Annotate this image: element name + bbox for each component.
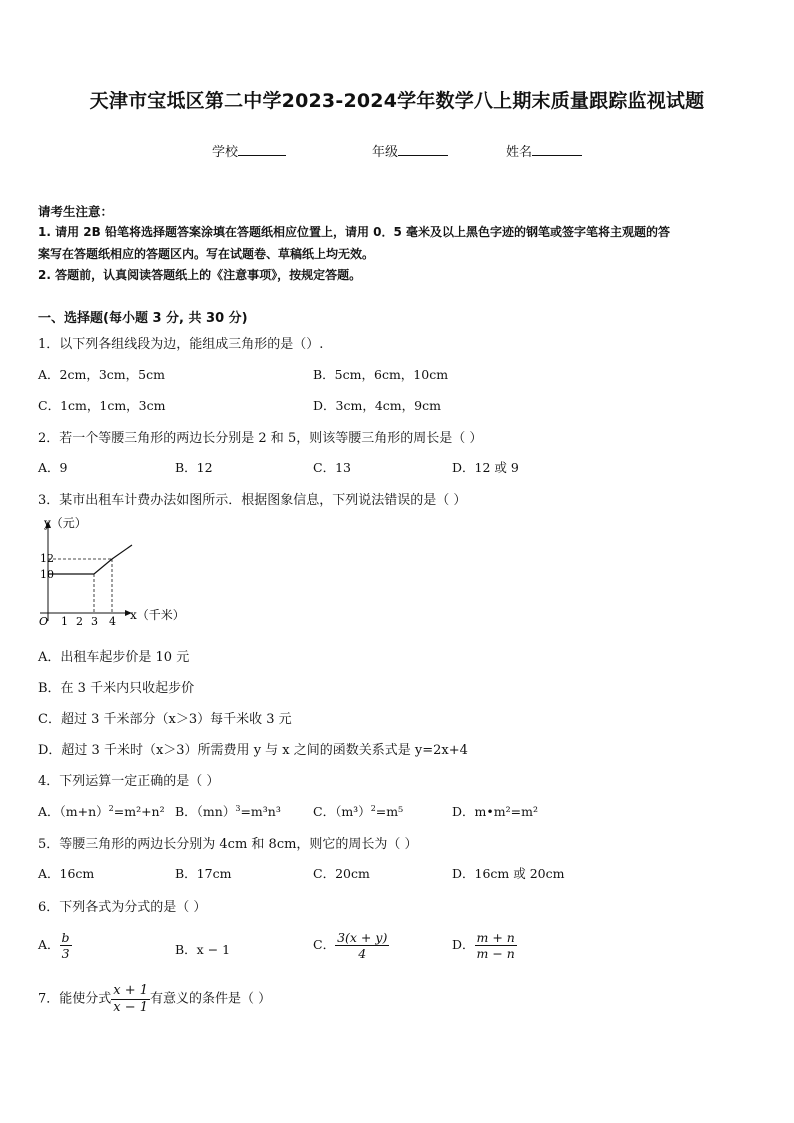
q4-option-d: D．m•m²=m² bbox=[452, 804, 538, 819]
q2-stem: 2．若一个等腰三角形的两边长分别是 2 和 5，则该等腰三角形的周长是（ ） bbox=[38, 431, 483, 446]
y-tick-10: 10 bbox=[40, 568, 54, 581]
q6-option-a: A． $\frac{b}{3}$ bbox=[38, 930, 70, 961]
q3-option-b: B．在 3 千米内只收起步价 bbox=[38, 681, 195, 696]
name-label: 姓名 bbox=[506, 145, 533, 160]
q6-stem: 6．下列各式为分式的是（ ） bbox=[38, 900, 207, 915]
q5-option-d: D．16cm 或 20cm bbox=[452, 866, 565, 881]
notice-line-2: 2. 答题前，认真阅读答题纸上的《注意事项》，按规定答题。 bbox=[38, 268, 362, 282]
fraction: $\frac{3(x + y)}{4}$ bbox=[337, 930, 388, 961]
notice-heading: 请考生注意： bbox=[38, 204, 114, 219]
q4-option-a: A．$(m+n)^2=m^2+n^2$ bbox=[38, 803, 165, 819]
q2-option-a: A．9 bbox=[38, 460, 68, 475]
page-title: 天津市宝坻区第二中学2023-2024学年数学八上期末质量跟踪监视试题 bbox=[89, 90, 705, 112]
school-label: 学校 bbox=[212, 145, 239, 160]
q3-option-d: D．超过 3 千米时（x＞3）所需费用 y 与 x 之间的函数关系式是 y=2x+4 bbox=[38, 743, 468, 758]
taxi-fare-graph bbox=[36, 515, 216, 635]
fare-line bbox=[48, 545, 132, 574]
q2-option-d: D．12 或 9 bbox=[452, 460, 519, 475]
name-field bbox=[506, 141, 582, 160]
q1-option-b: B．5cm，6cm，10cm bbox=[313, 367, 449, 382]
school-blank bbox=[238, 143, 286, 156]
y-axis-label: y（元） bbox=[44, 516, 87, 530]
fraction: $\frac{b}{3}$ bbox=[61, 930, 70, 961]
fraction: $\frac{x + 1}{x - 1}$ bbox=[113, 983, 149, 1015]
q4-stem: 4．下列运算一定正确的是（ ） bbox=[38, 774, 220, 789]
q2-option-c: C．13 bbox=[313, 460, 351, 475]
origin-label: O bbox=[39, 615, 49, 628]
q1-option-a: A．2cm，3cm，5cm bbox=[38, 367, 165, 382]
q6-option-c: C． $\frac{3(x + y)}{4}$ bbox=[313, 930, 388, 961]
x-tick-3: 3 bbox=[91, 615, 98, 628]
q5-option-c: C．20cm bbox=[313, 866, 370, 881]
grade-blank bbox=[398, 143, 448, 156]
q4-option-b: B．（mn）$^3$=m³n³ bbox=[175, 803, 281, 819]
q5-option-b: B．17cm bbox=[175, 866, 232, 881]
notice-line-1b: 案写在答题纸相应的答题区内。写在试题卷、草稿纸上均无效。 bbox=[38, 247, 375, 261]
school-field bbox=[212, 141, 286, 160]
q1-stem: 1．以下列各组线段为边，能组成三角形的是（）. bbox=[38, 337, 324, 352]
q4-option-c: C．$(m^3)^2=m^5$ bbox=[313, 803, 404, 819]
q5-option-a: A．16cm bbox=[38, 866, 95, 881]
y-tick-12: 12 bbox=[40, 552, 54, 565]
name-blank bbox=[532, 143, 582, 156]
fraction: $\frac{m + n}{m - n}$ bbox=[476, 930, 515, 961]
x-tick-2: 2 bbox=[76, 615, 83, 628]
x-tick-4: 4 bbox=[109, 615, 116, 628]
grade-field bbox=[372, 141, 448, 160]
q3-stem: 3．某市出租车计费办法如图所示．根据图象信息，下列说法错误的是（ ） bbox=[38, 493, 467, 508]
grade-label: 年级 bbox=[372, 145, 399, 160]
q7-stem: 7．能使分式 $\frac{x + 1}{x - 1}$ 有意义的条件是（ ） bbox=[38, 983, 272, 1015]
x-axis-label: x（千米） bbox=[130, 608, 185, 622]
q1-option-d: D．3cm，4cm，9cm bbox=[313, 398, 441, 413]
q2-option-b: B．12 bbox=[175, 460, 213, 475]
section-heading: 一、选择题(每小题 3 分, 共 30 分) bbox=[38, 311, 248, 326]
q3-option-a: A．出租车起步价是 10 元 bbox=[38, 650, 190, 665]
q3-option-c: C．超过 3 千米部分（x＞3）每千米收 3 元 bbox=[38, 712, 292, 727]
q1-option-c: C．1cm，1cm，3cm bbox=[38, 398, 166, 413]
q5-stem: 5．等腰三角形的两边长分别为 4cm 和 8cm，则它的周长为（ ） bbox=[38, 837, 418, 852]
q6-option-b: B．x − 1 bbox=[175, 942, 231, 957]
notice-line-1a: 1. 请用 2B 铅笔将选择题答案涂填在答题纸相应位置上，请用 0．5 毫米及以上黑色字迹的钢笔或签字笔将主观题的答 bbox=[38, 225, 670, 239]
q6-option-d: D． $\frac{m + n}{m - n}$ bbox=[452, 930, 515, 961]
x-tick-1: 1 bbox=[61, 615, 68, 628]
